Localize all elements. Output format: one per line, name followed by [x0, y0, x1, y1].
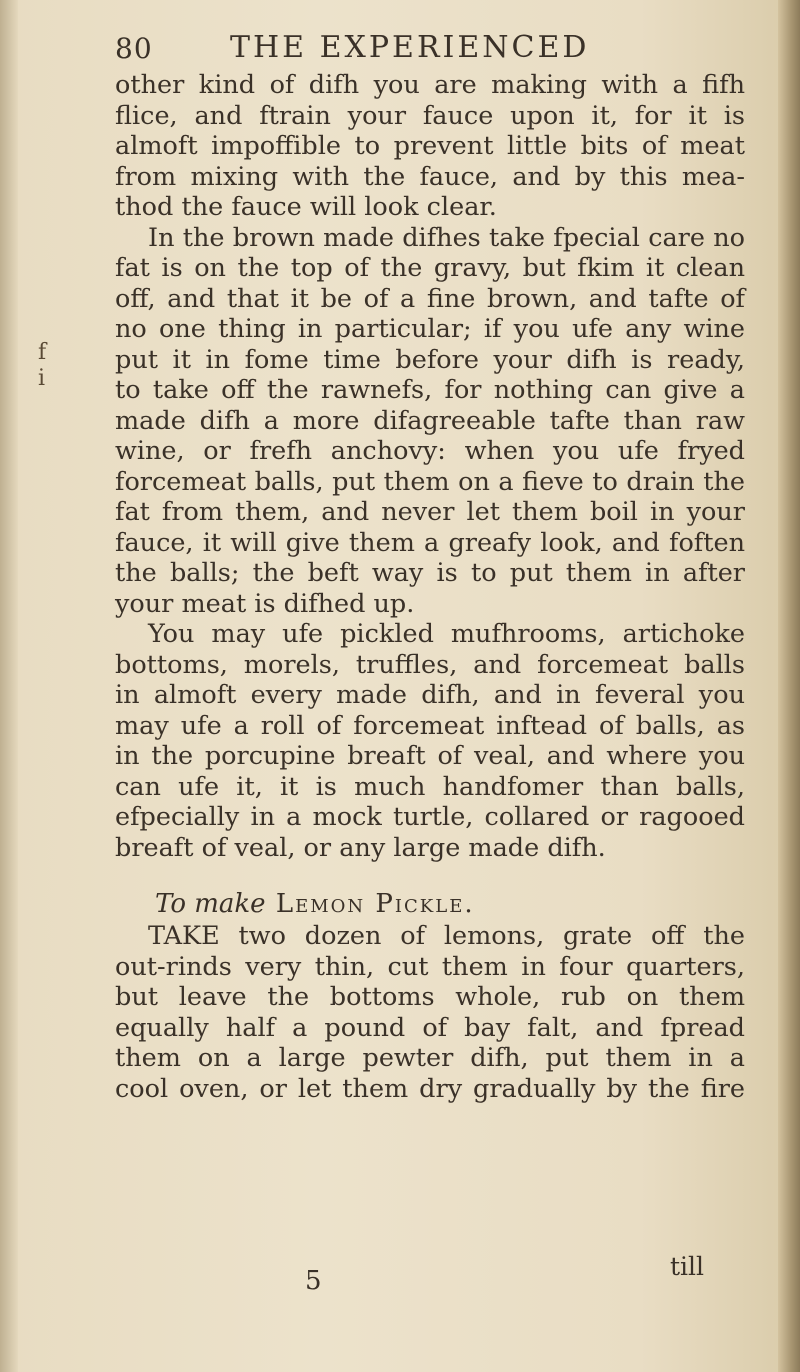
- text-line: You may ufe pickled mufhrooms, artichoke: [148, 619, 745, 649]
- recipe-heading-italic: To make: [155, 889, 266, 919]
- text-line: TAKE two dozen of lemons, grate off the: [148, 921, 745, 951]
- text-line: the balls; the beft way is to put them in after: [115, 558, 745, 588]
- text-line: almoft impoffible to prevent little bits of meat: [115, 131, 745, 161]
- text-line: put it in fome time before your difh is ready,: [115, 344, 745, 375]
- text-line: but leave the bottoms whole, rub on them: [115, 982, 745, 1012]
- text-line: wine, or frefh anchovy: when you ufe fryed: [115, 436, 745, 466]
- text-line: breaft of veal, or any large made difh.: [115, 832, 606, 863]
- text-line: fat is on the top of the gravy, but fkim it clean: [115, 253, 745, 283]
- text-line: in almoft every made difh, and in feveral you: [115, 680, 745, 710]
- text-line: no one thing in particular; if you ufe any wine: [115, 314, 745, 344]
- text-line: to take off the rawnefs, for nothing can give a: [115, 375, 745, 405]
- margin-mark: i: [38, 366, 46, 391]
- running-title: THE EXPERIENCED: [230, 30, 590, 65]
- text-line: equally half a pound of bay falt, and fpread: [115, 1012, 745, 1043]
- page-right-edge: [778, 0, 800, 1372]
- text-line: may ufe a roll of forcemeat inftead of balls, as: [115, 710, 745, 741]
- text-line: from mixing with the fauce, and by this mea-: [115, 161, 745, 192]
- text-line: flice, and ftrain your fauce upon it, for it is: [115, 100, 745, 131]
- text-line: them on a large pewter difh, put them in a: [115, 1043, 745, 1073]
- page-header: [115, 30, 675, 70]
- text-line: fauce, it will give them a greafy look, and foften: [115, 527, 745, 558]
- page-left-edge: [0, 0, 18, 1372]
- text-line: bottoms, morels, truffles, and forcemeat balls: [115, 649, 745, 680]
- margin-mark: f: [38, 340, 47, 365]
- recipe-heading-title: Lemon Pickle.: [275, 889, 475, 919]
- text-line: off, and that it be of a fine brown, and tafte of: [115, 283, 745, 314]
- text-line: efpecially in a mock turtle, collared or ragooed: [115, 802, 745, 832]
- text-line: your meat is difhed up.: [115, 588, 415, 619]
- text-line: in the porcupine breaft of veal, and where you: [115, 741, 745, 771]
- page-number: 80: [115, 32, 153, 65]
- catchword: till: [670, 1252, 705, 1281]
- text-line: forcemeat balls, put them on a fieve to drain the: [115, 466, 745, 497]
- text-line: made difh a more difagreeable tafte than raw: [115, 405, 745, 436]
- body-text: [115, 70, 745, 1104]
- recipe-heading: [115, 887, 745, 921]
- text-line: out-rinds very thin, cut them in four quarters,: [115, 951, 745, 982]
- page-footer: [115, 1252, 715, 1296]
- text-line: thod the fauce will look clear.: [115, 192, 497, 222]
- text-line: In the brown made difhes take fpecial care no: [148, 222, 745, 253]
- text-line: other kind of difh you are making with a fifh: [115, 70, 745, 100]
- text-line: cool oven, or let them dry gradually by the fire: [115, 1073, 745, 1104]
- text-line: fat from them, and never let them boil in your: [115, 497, 745, 527]
- signature-mark: 5: [305, 1266, 322, 1296]
- text-line: can ufe it, it is much handfomer than balls,: [115, 771, 745, 802]
